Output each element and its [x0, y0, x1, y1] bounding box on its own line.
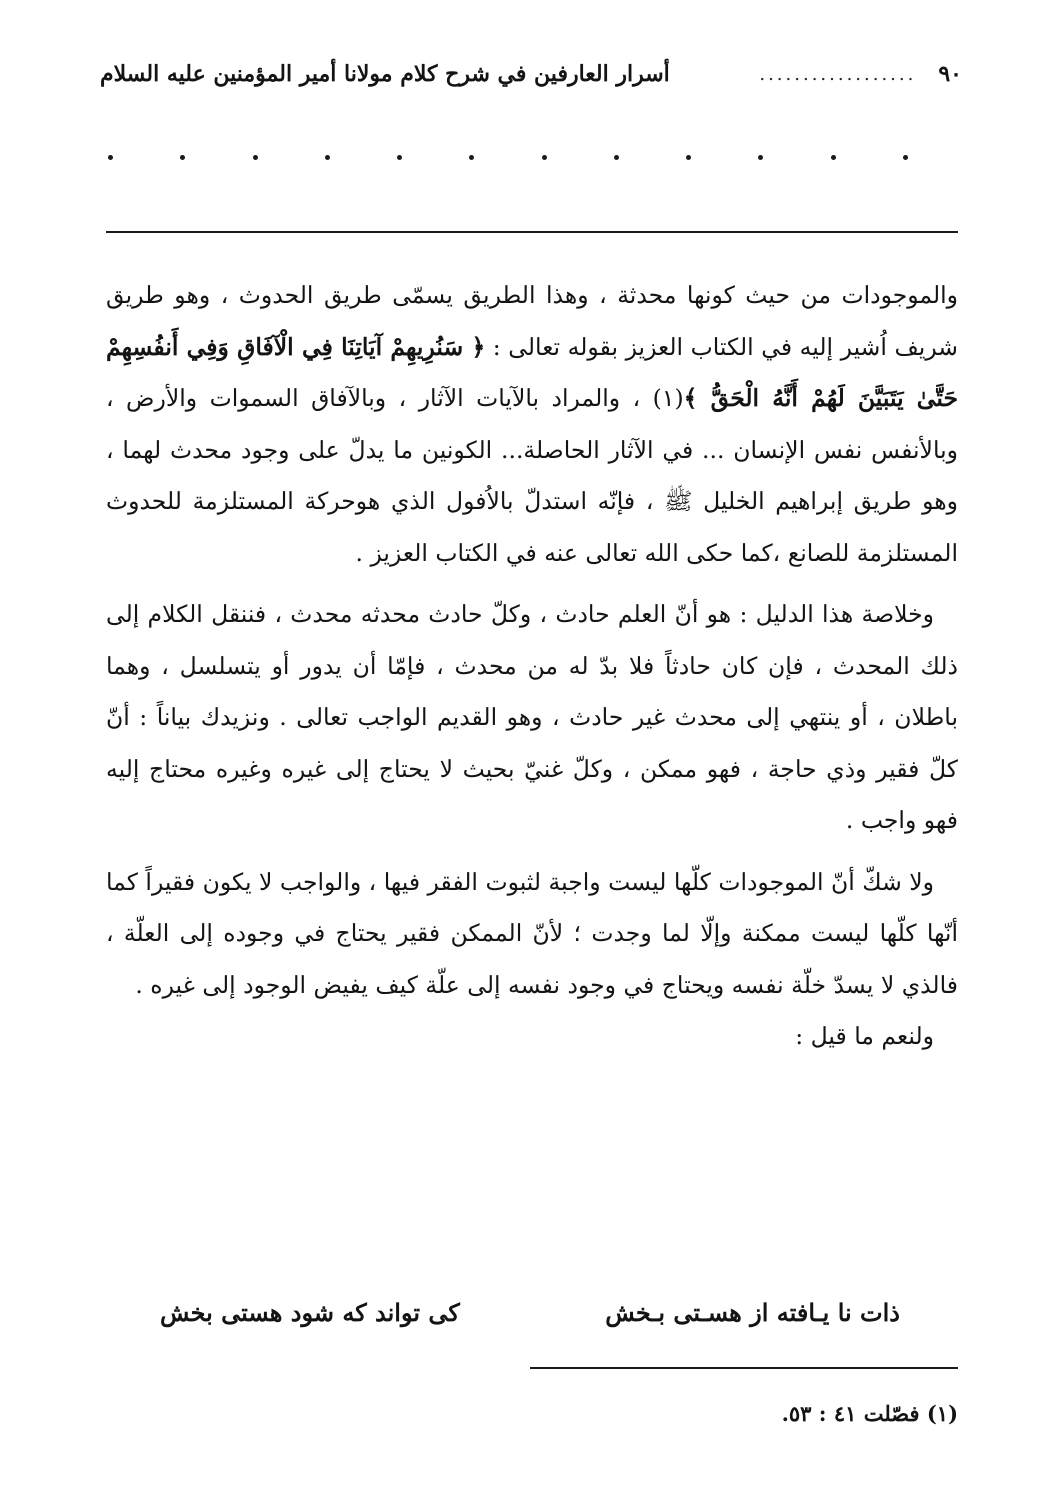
verse-hemistich-left: كى تواند كه شود هستى بخش: [160, 1297, 460, 1327]
paragraph-2: وخلاصة هذا الدليل : هو أنّ العلم حادث ، وكلّ حادث محدثه محدث ، فننقل الكلام إلى ذلك المحدث ، فإن كان حادثاً فلا بدّ له من محدث ، فإمّا أن يدور أو يتسلسل ، وهما باطلان ، أو ينتهي إلى محدث غير حادث ، وهو القديم الواجب تعالى . ونزيدك بياناً : أنّ كلّ فقير وذي حاجة ، فهو ممكن ، وكلّ غنيّ بحيث لا يحتاج إلى غيره وغيره محتاج إليه فهو واجب .: [106, 600, 958, 834]
running-header: [100, 52, 962, 96]
page-number: ٩٠: [938, 61, 962, 87]
paragraph-1: [106, 270, 958, 579]
ornament-dot: [686, 155, 691, 160]
ornament-dot: [831, 155, 836, 160]
ornament-dot-row: [108, 144, 908, 170]
ornament-dot: [614, 155, 619, 160]
ornament-dot: [397, 155, 402, 160]
footnote-reference: (١): [652, 384, 684, 412]
paragraph-4: ولنعم ما قيل :: [795, 1022, 934, 1050]
persian-verse: [160, 1287, 900, 1337]
ornament-dot: [542, 155, 547, 160]
quran-verse: ﴿ سَنُرِيهِمْ آيَاتِنَا فِي الْآفَاقِ وَفِي أَنفُسِهِمْ حَتَّىٰ يَتَبَيَّنَ لَهُمْ أَنَّهُ الْحَقُّ ﴾: [106, 332, 959, 412]
ornament-dot: [758, 155, 763, 160]
paragraph-1-sentence-1: والموجودات من حيث كونها محدثة ، وهذا الطريق يسمّى طريق الحدوث ، وهو طريق شريف اُشير إليه في الكتاب العزيز بقوله تعالى :: [106, 281, 958, 361]
ornament-dot: [180, 155, 185, 160]
ornament-dot: [903, 155, 908, 160]
ornament-dot: [325, 155, 330, 160]
header-dot-leader: ..................: [759, 63, 917, 85]
ornament-dot: [108, 155, 113, 160]
ornament-dot: [253, 155, 258, 160]
main-text: [106, 270, 958, 1063]
header-rule: [106, 231, 958, 233]
footnote-rule: [530, 1367, 958, 1369]
paragraph-3: ولا شكّ أنّ الموجودات كلّها ليست واجبة لثبوت الفقر فيها ، والواجب لا يكون فقيراً كما أنّها كلّها ليست ممكنة وإلّا لما وجدت ؛ لأنّ الممكن فقير يحتاج في وجوده إلى العلّة ، فالذي لا يسدّ خلّة نفسه ويحتاج في وجود نفسه إلى علّة كيف يفيض الوجود إلى غيره .: [106, 867, 958, 999]
ornament-dot: [469, 155, 474, 160]
paragraph-1-sentence-2: ، والمراد بالآيات الآثار ، وبالآفاق السموات والأرض ، وبالأنفس نفس الإنسان ... في الآثار الحاصلة... الكونين ما يدلّ على وجود محدث لهما ، وهو طريق إبراهيم الخليل ﷺ ، فإنّه استدلّ بالاُفول الذي هوحركة المستلزمة للحدوث المستلزمة للصانع ،كما حكى الله تعالى عنه في الكتاب العزيز .: [106, 384, 958, 567]
verse-hemistich-right: ذات نا يـافته از هسـتى بـخش: [605, 1297, 900, 1327]
book-title: أسرار العارفين في شرح كلام مولانا أمير المؤمنين عليه السلام: [100, 61, 670, 87]
footnote: (١) فصّلت ٤١ : ٥٣.: [781, 1401, 958, 1426]
